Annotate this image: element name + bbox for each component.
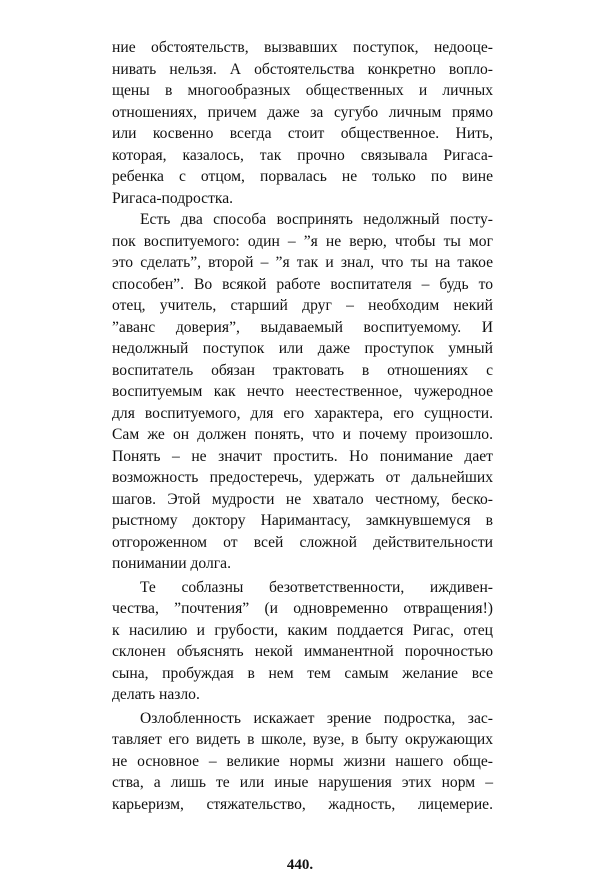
text-line: которая, казалось, так прочно связывала Ригаса-: [112, 146, 493, 164]
text-line: Озлобленность искажает зрение подростка, зас-: [140, 709, 493, 727]
text-line: недолжный поступок или даже проступок умный: [112, 340, 493, 357]
text-line: Ригаса-подростка.: [112, 189, 234, 207]
page-number: 440.: [286, 857, 314, 873]
text-line: это сделать”, второй – ”я так и знал, что ты на такое: [112, 254, 493, 271]
text-line: тавляет его видеть в школе, вузе, в быту окружающих: [112, 731, 493, 748]
text-line: Есть два способа воспринять недолжный посту-: [140, 211, 493, 228]
text-line: воспитуемым как нечто неестественное, чужеродное: [112, 383, 493, 400]
text-line: или косвенно всегда стоит общественное. Нить,: [112, 125, 493, 142]
text-line: шагов. Этой мудрости не хватало честному, беско-: [112, 490, 493, 508]
text-line: Понять – не значит простить. Но понимание дает: [112, 447, 493, 465]
text-line: ства, а лишь те или иные нарушения этих норм –: [112, 774, 493, 791]
paragraph: [112, 209, 493, 575]
text-line: возможность предостеречь, удержать от дальнейших: [112, 469, 493, 486]
text-line: Те соблазны безответственности, иждивен-: [140, 578, 493, 596]
text-line: чества, ”почтения” (и одновременно отвращения!): [112, 600, 493, 617]
text-line: делать назло.: [112, 686, 200, 703]
text-line: способен”. Во всякой работе воспитателя – будь то: [112, 275, 493, 293]
text-line: ние обстоятельств, вызвавших поступок, недооце-: [112, 39, 493, 56]
text-line: рыстному доктору Наримантасу, замкнувшемуся в: [112, 512, 493, 529]
text-line: карьеризм, стяжательство, жадность, лицемерие.: [112, 795, 493, 813]
paragraph: [112, 37, 493, 209]
text-line: не основное – великие нормы жизни нашего обще-: [112, 752, 493, 770]
text-line: щены в многообразных общественных и личных: [112, 82, 493, 99]
paragraph: [112, 708, 493, 816]
text-line: пок воспитуемого: один – ”я не верю, чтобы ты мог: [112, 232, 493, 250]
text-line: ребенка с отцом, порвалась не только по вине: [112, 168, 493, 185]
text-line: отгороженном от всей сложной действительности: [112, 533, 493, 551]
page-body: [112, 37, 493, 815]
text-line: воспитатель обязан трактовать в отношениях с: [112, 361, 493, 379]
text-line: сына, пробуждая в нем тем самым желание все: [112, 664, 493, 682]
text-line: для воспитуемого, для его характера, его сущности.: [112, 404, 493, 422]
text-line: нивать нельзя. А обстоятельства конкретно вопло-: [112, 60, 493, 78]
text-line: ”аванс доверия”, выдаваемый воспитуемому. И: [112, 318, 493, 336]
text-line: отец, учитель, старший друг – необходим некий: [112, 297, 493, 314]
text-line: к насилию и грубости, каким поддается Ригас, отец: [112, 621, 493, 639]
text-line: склонен объяснять некой имманентной порочностью: [112, 643, 493, 660]
text-line: отношениях, причем даже за сугубо личным прямо: [112, 103, 493, 121]
text-line: понимании долга.: [112, 555, 231, 572]
text-line: Сам же он должен понять, что и почему произошло.: [112, 426, 493, 443]
paragraph: [112, 577, 493, 706]
